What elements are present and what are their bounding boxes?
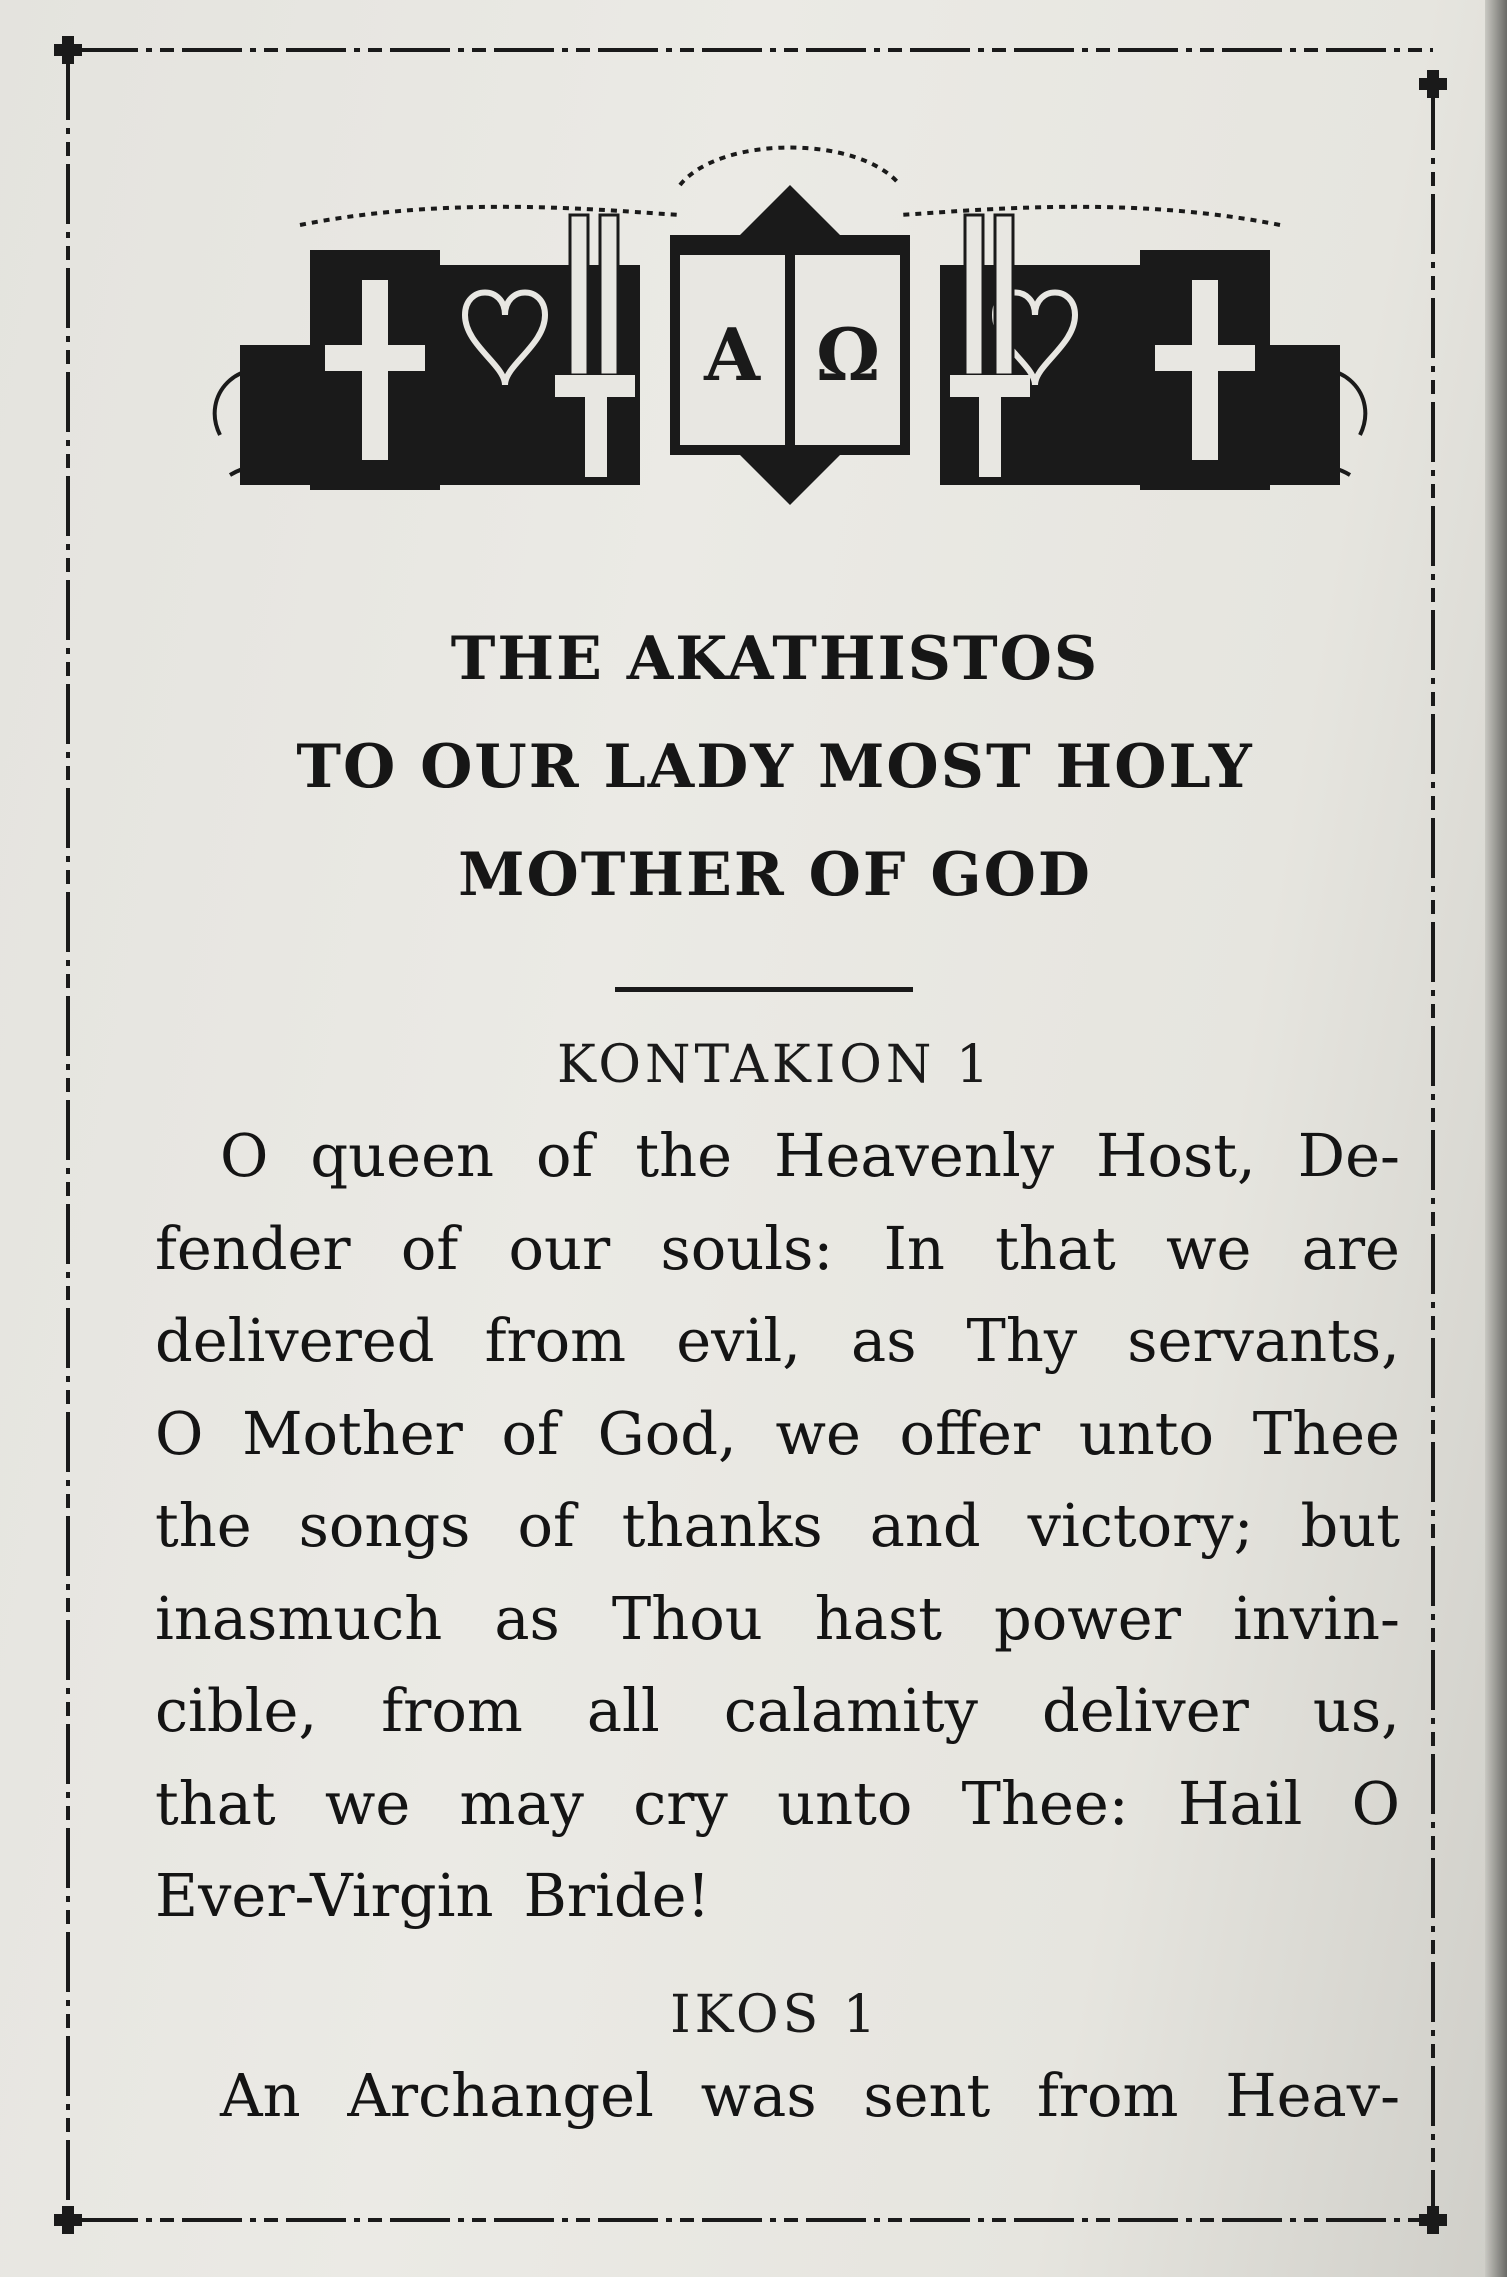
word: deliver (1041, 1676, 1249, 1745)
word: we (324, 1768, 411, 1838)
word: calamity (723, 1676, 978, 1745)
word: In (883, 1213, 945, 1283)
word: O (1351, 1768, 1400, 1838)
word: from (381, 1676, 523, 1745)
word: victory; (1027, 1491, 1254, 1560)
omega-letter: Ω (815, 312, 881, 397)
ikos-heading: IKOS 1 (670, 1985, 880, 2045)
text-line (155, 1665, 1400, 1758)
word: Host, (1096, 1121, 1256, 1190)
text-line (155, 1388, 1400, 1481)
word: we (1165, 1213, 1252, 1283)
section-divider (615, 987, 913, 992)
word: evil, (676, 1306, 801, 1375)
alpha-letter: Α (704, 312, 760, 397)
word: Hail (1177, 1768, 1303, 1838)
text-line (155, 1110, 1400, 1203)
word: our (508, 1213, 611, 1283)
word: the (635, 1121, 733, 1190)
word: Heavenly (774, 1121, 1055, 1190)
kontakion-text (155, 1110, 1400, 1943)
word: hast (814, 1583, 942, 1653)
word: of (536, 1121, 594, 1190)
word: of (400, 1213, 459, 1283)
word: from (484, 1306, 627, 1375)
header-ornament (200, 115, 1380, 535)
word: power (994, 1583, 1181, 1653)
text-line (155, 1573, 1400, 1666)
word: are (1301, 1213, 1400, 1283)
page-title (150, 605, 1400, 929)
word: delivered (155, 1306, 435, 1375)
text-line (155, 1480, 1400, 1573)
title-line-2: TO OUR LADY MOST HOLY (296, 732, 1254, 802)
word: servants, (1127, 1306, 1400, 1375)
word: O (155, 1398, 204, 1468)
word: of (501, 1398, 559, 1468)
word: Thee (1252, 1398, 1400, 1468)
word: was (700, 2061, 817, 2130)
word: Mother (242, 1398, 463, 1468)
kontakion-heading: KONTAKION 1 (556, 1035, 994, 1095)
word: O (220, 1121, 269, 1190)
title-line-3: MOTHER OF GOD (458, 840, 1092, 910)
word: De- (1297, 1121, 1400, 1190)
word: Ever-Virgin (155, 1861, 494, 1930)
word: God, (597, 1398, 737, 1468)
title-line-1: THE AKATHISTOS (450, 624, 1100, 694)
text-line (155, 1758, 1400, 1851)
text-line (155, 1295, 1400, 1388)
word: songs (298, 1491, 471, 1560)
word: but (1300, 1491, 1400, 1560)
ikos-text (155, 2050, 1400, 2143)
word: Thy (966, 1306, 1078, 1375)
word: all (586, 1676, 660, 1745)
text-line (155, 2050, 1400, 2143)
text-line (155, 1203, 1400, 1296)
word: Heav- (1225, 2061, 1400, 2130)
word: cry (633, 1768, 728, 1838)
word: fender (155, 1213, 351, 1283)
word: thanks (621, 1491, 823, 1560)
word: from (1036, 2061, 1179, 2130)
word: and (869, 1491, 981, 1560)
word: An (220, 2061, 301, 2130)
word: that (995, 1213, 1116, 1283)
word: Thou (611, 1583, 763, 1653)
word: unto (777, 1768, 913, 1838)
word: may (459, 1768, 584, 1838)
word: invin- (1232, 1583, 1400, 1653)
word: cible, (155, 1676, 318, 1745)
open-book-icon (670, 185, 910, 505)
word: we (775, 1398, 861, 1468)
page-edge-shadow (1485, 0, 1507, 2277)
word: unto (1078, 1398, 1215, 1468)
word: sent (863, 2061, 991, 2130)
word: of (517, 1491, 575, 1560)
word: us, (1312, 1676, 1400, 1745)
word: as (494, 1583, 560, 1653)
word: offer (899, 1398, 1041, 1468)
word: Bride! (523, 1861, 711, 1930)
word: inasmuch (155, 1583, 443, 1653)
word: souls: (660, 1213, 834, 1283)
word: Thee: (961, 1768, 1129, 1838)
word: that (155, 1768, 276, 1838)
text-line (155, 1850, 1400, 1943)
word: the (155, 1491, 252, 1560)
word: Archangel (347, 2061, 654, 2130)
word: queen (310, 1121, 494, 1190)
word: as (851, 1306, 917, 1375)
